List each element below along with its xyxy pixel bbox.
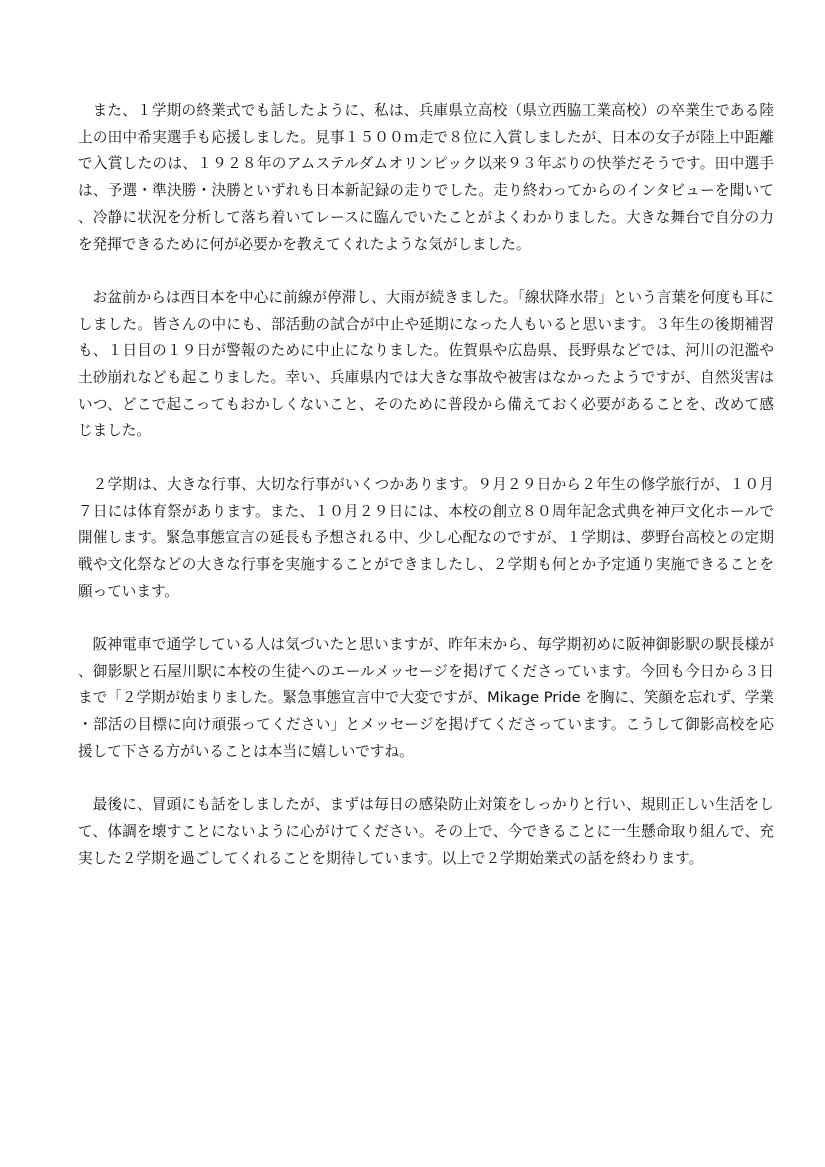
paragraph-closing: 最後に、冒頭にも話をしましたが、まずは毎日の感染防止対策をしっかりと行い、規則正しい生活をして、体調を壊すことにないように心がけてください。その上で、今できることに一生懸命取り組んで、充実した２学期を過ごしてくれることを期待しています。以上で２学期始業式の話を終わります。 [78,796,774,867]
document-body [78,98,774,872]
paragraph-olympic-athlete: また、１学期の終業式でも話したように、私は、兵庫県立高校（県立西脇工業高校）の卒業生である陸上の田中希実選手も応援しました。見事１５００ｍ走で８位に入賞しましたが、日本の女子が陸上中距離で入賞したのは、１９２８年のアムステルダムオリンピック以来９３年ぶりの快挙だそうです。田中選手は、予選・準決勝・決勝といずれも日本新記録の走りでした。走り終わってからのインタビューを聞いて、冷静に状況を分析して落ち着いてレースに臨んでいたことがよくわかりました。大きな舞台で自分の力を発揮できるために何が必要かを教えてくれたような気がしました。 [78,102,774,253]
paragraph-station-message: 阪神電車で通学している人は気づいたと思いますが、昨年末から、毎学期初めに阪神御影駅の駅長様が、御影駅と石屋川駅に本校の生徒へのエールメッセージを掲げてくださっています。今回も今日から３日まで「２学期が始まりました。緊急事態宣言中で大変ですが、Mikage Pride を胸に、笑顔を忘れず、学業・部活の目標に向け頑張ってください」とメッセージを掲げてくださっています。こうして御影高校を応援して下さる方がいることは本当に嬉しいですね。 [78,636,774,760]
paragraph-heavy-rain: お盆前からは西日本を中心に前線が停滞し、大雨が続きました。「線状降水帯」という言葉を何度も耳にしました。皆さんの中にも、部活動の試合が中止や延期になった人もいると思います。３年生の後期補習も、１日目の１９日が警報のために中止になりました。佐賀県や広島県、長野県などでは、河川の氾濫や土砂崩れなども起こりました。幸い、兵庫県内では大きな事故や被害はなかったようですが、自然災害はいつ、どこで起こってもおかしくないこと、そのために普段から備えておく必要があることを、改めて感じました。 [78,288,774,440]
paragraph-second-term-events: ２学期は、大きな行事、大切な行事がいくつかあります。９月２９日から２年生の修学旅行が、１０月７日には体育祭があります。また、１０月２９日には、本校の創立８０周年記念式典を神戸文化ホールで開催します。緊急事態宣言の延長も予想される中、少し心配なのですが、１学期は、夢野台高校との定期戦や文化祭などの大きな行事を実施することができましたし、２学期も何とか予定通り実施できることを願っています。 [78,475,774,600]
